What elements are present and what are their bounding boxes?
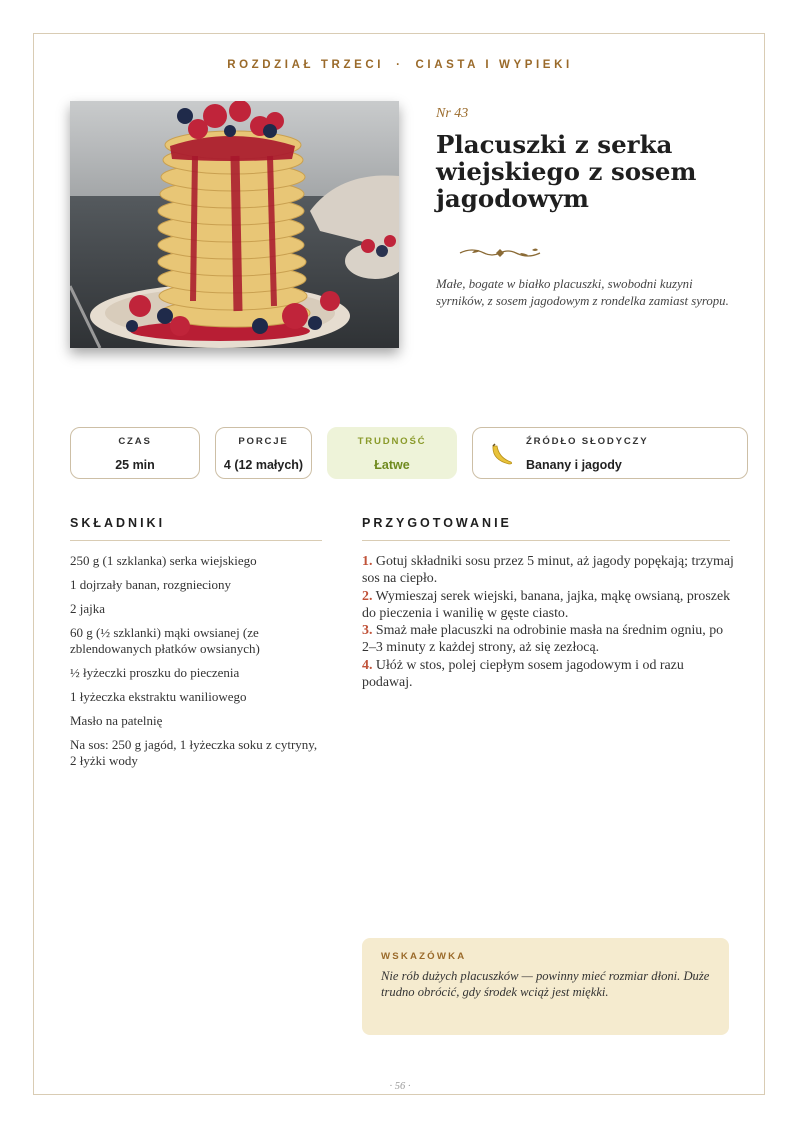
header-separator: ·	[396, 59, 404, 71]
time-label: CZAS	[118, 436, 152, 447]
time-value: 25 min	[115, 458, 155, 472]
step-text: Ułóż w stos, polej ciepłym sosem jagodowym i od razu podawaj.	[362, 657, 684, 691]
preparation-rule	[362, 540, 730, 541]
sweetener-value: Banany i jagody	[526, 458, 622, 472]
ingredient-item: 1 łyżeczka ekstraktu waniliowego	[70, 689, 247, 704]
sweetener-stat	[472, 427, 748, 479]
difficulty-label: TRUDNOŚĆ	[357, 436, 427, 447]
recipe-title: Placuszki z serka wiejskiego z sosem jagodowym	[436, 130, 697, 213]
sweetener-label: ŹRÓDŁO SŁODYCZY	[526, 436, 649, 447]
difficulty-stat	[327, 427, 457, 479]
step-number: 2.	[362, 588, 373, 604]
tip-text: Nie rób dużych placuszków — powinny mieć rozmiar dłoni. Duże trudno obrócić, gdy środek wciąż jest miękki.	[381, 969, 710, 999]
chapter-title: ROZDZIAŁ TRZECI	[227, 59, 385, 71]
step-item	[362, 657, 734, 692]
time-stat	[70, 427, 200, 479]
step-item	[362, 553, 734, 588]
step-text: Gotuj składniki sosu przez 5 minut, aż jagody popękają; trzymaj sos na ciepło.	[362, 554, 734, 587]
servings-stat	[215, 427, 312, 479]
ingredient-item: Na sos: 250 g jagód, 1 łyżeczka soku z cytryny, 2 łyżki wody	[70, 737, 318, 768]
ingredient-item: 250 g (1 szklanka) serka wiejskiego	[70, 553, 257, 568]
step-item	[362, 588, 734, 623]
ingredients-heading: SKŁADNIKI	[70, 516, 166, 530]
ingredient-item: 1 dojrzały banan, rozgnieciony	[70, 577, 231, 592]
step-number: 1.	[362, 554, 373, 569]
tip-label: WSKAZÓWKA	[381, 951, 467, 962]
flourish-ornament-icon	[458, 244, 542, 262]
step-item	[362, 622, 734, 657]
ingredients-list	[70, 553, 320, 777]
step-text: Wymieszaj serek wiejski, banana, jajka, mąkę owsianą, proszek do pieczenia i wanilię w gęste ciasto.	[362, 588, 731, 621]
step-number: 3.	[362, 623, 373, 639]
recipe-lead: Małe, bogate w białko placuszki, swobodni kuzyni syrników, z sosem jagodowym z rondelka zamiast syropu.	[436, 277, 729, 308]
ingredient-item: 2 jajka	[70, 601, 106, 616]
preparation-steps	[362, 553, 734, 691]
ingredients-rule	[70, 540, 322, 541]
ingredient-item: ½ łyżeczki proszku do pieczenia	[70, 665, 240, 680]
ingredient-item: Masło na patelnię	[70, 713, 163, 728]
recipe-number: Nr 43	[436, 106, 469, 121]
preparation-heading: PRZYGOTOWANIE	[362, 516, 512, 530]
servings-value: 4 (12 małych)	[223, 458, 304, 472]
recipe-photo	[70, 101, 399, 348]
step-number: 4.	[362, 657, 373, 673]
step-text: Smaż małe placuszki na odrobinie masła na średnim ogniu, po 2–3 minuty z każdej strony, aż się zezłocą.	[362, 623, 724, 656]
difficulty-value: Łatwe	[374, 458, 410, 472]
page-number: · 56 ·	[389, 1081, 411, 1092]
ingredient-item: 60 g (½ szklanki) mąki owsianej (ze zblendowanych płatków owsianych)	[70, 625, 260, 656]
servings-label: PORCJE	[238, 436, 289, 447]
tip-box	[362, 938, 729, 1035]
section-title: CIASTA I WYPIEKI	[415, 59, 573, 71]
chapter-header	[0, 59, 800, 71]
banana-icon	[489, 442, 515, 468]
